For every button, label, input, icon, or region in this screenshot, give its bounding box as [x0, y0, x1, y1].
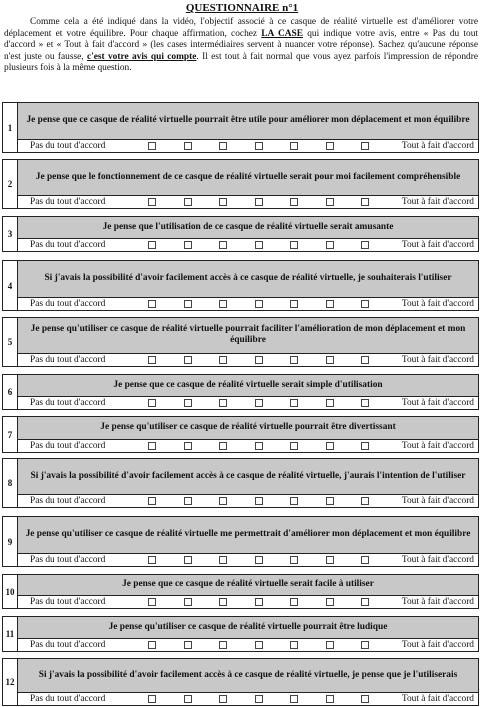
question-number: 5: [3, 318, 18, 366]
question-8: [2, 458, 479, 508]
question-number: 9: [3, 517, 18, 566]
likert-checkbox-4[interactable]: [255, 300, 263, 308]
likert-checkbox-2[interactable]: [184, 356, 192, 364]
scale-label-agree: Tout à fait d'accord: [401, 140, 474, 151]
likert-checkbox-5[interactable]: [290, 695, 298, 703]
likert-checkbox-5[interactable]: [290, 641, 298, 649]
questionnaire-title: QUESTIONNAIRE n°1: [185, 2, 299, 14]
question-statement: Je pense qu'utiliser ce casque de réalité virtuelle pourrait être ludique: [18, 617, 478, 639]
question-statement: Je pense qu'utiliser ce casque de réalité virtuelle pourrait faciliter l'amélioration de mon déplacement et mon équilibre: [18, 318, 478, 354]
likert-checkbox-6[interactable]: [326, 198, 334, 206]
likert-checkbox-2[interactable]: [184, 399, 192, 407]
likert-checkbox-3[interactable]: [219, 142, 227, 150]
likert-checkbox-3[interactable]: [219, 598, 227, 606]
question-statement: Si j'avais la possibilité d'avoir facilement accès à ce casque de réalité virtuelle, je pense que je l'utiliserais: [18, 659, 478, 693]
likert-scale: [18, 596, 478, 608]
likert-checkbox-3[interactable]: [219, 497, 227, 505]
scale-label-agree: Tout à fait d'accord: [401, 554, 474, 565]
question-10: [2, 574, 479, 609]
likert-checkbox-7[interactable]: [361, 198, 369, 206]
scale-label-agree: Tout à fait d'accord: [401, 693, 474, 704]
likert-scale: [18, 495, 478, 507]
likert-checkbox-7[interactable]: [361, 497, 369, 505]
likert-scale: [18, 196, 478, 208]
scale-label-agree: Tout à fait d'accord: [401, 196, 474, 207]
likert-checkbox-1[interactable]: [148, 198, 156, 206]
question-7: [2, 416, 479, 453]
question-number: 12: [3, 659, 18, 705]
question-statement: Je pense que l'utilisation de ce casque de réalité virtuelle serait amusante: [18, 217, 478, 239]
likert-checkbox-5[interactable]: [290, 442, 298, 450]
likert-checkbox-6[interactable]: [326, 399, 334, 407]
scale-label-disagree: Pas du tout d'accord: [30, 140, 106, 151]
likert-checkbox-3[interactable]: [219, 356, 227, 364]
intro-text-3: . Il est tout à fait normal que vous ayez parfois l'impression de répondre plusieurs fois à la même question.: [4, 51, 478, 74]
likert-checkbox-6[interactable]: [326, 241, 334, 249]
likert-checkbox-6[interactable]: [326, 356, 334, 364]
likert-checkbox-4[interactable]: [255, 356, 263, 364]
likert-checkbox-4[interactable]: [255, 598, 263, 606]
likert-checkbox-6[interactable]: [326, 497, 334, 505]
intro-paragraph: [4, 17, 478, 75]
likert-checkbox-2[interactable]: [184, 300, 192, 308]
likert-checkbox-5[interactable]: [290, 198, 298, 206]
likert-checkbox-3[interactable]: [219, 198, 227, 206]
scale-label-agree: Tout à fait d'accord: [401, 640, 474, 651]
question-number: 2: [3, 160, 18, 208]
intro-text-1: Comme cela a été indiqué dans la vidéo, l'objectif associé à ce casque de réalité virtuelle est d'améliorer votre déplacement et votre équilibre. Pour chaque affirmation, cochez: [4, 17, 478, 39]
likert-checkbox-6[interactable]: [326, 695, 334, 703]
likert-checkbox-1[interactable]: [148, 356, 156, 364]
question-statement: Je pense que ce casque de réalité virtuelle pourrait être utile pour améliorer mon déplacement et mon équilibre: [18, 103, 478, 140]
question-12: [2, 658, 479, 706]
scale-label-agree: Tout à fait d'accord: [401, 441, 474, 452]
question-statement: Je pense que le fonctionnement de ce casque de réalité virtuelle serait pour moi facilement compréhensible: [18, 160, 478, 196]
scale-label-agree: Tout à fait d'accord: [401, 298, 474, 309]
likert-checkbox-6[interactable]: [326, 598, 334, 606]
scale-label-disagree: Pas du tout d'accord: [30, 298, 106, 309]
scale-label-disagree: Pas du tout d'accord: [30, 354, 106, 365]
intro-la-case: LA CASE: [261, 28, 303, 39]
scale-label-disagree: Pas du tout d'accord: [30, 441, 106, 452]
question-number: 1: [3, 103, 18, 152]
likert-checkbox-5[interactable]: [290, 356, 298, 364]
likert-scale: [18, 440, 478, 452]
scale-label-disagree: Pas du tout d'accord: [30, 640, 106, 651]
likert-scale: [18, 140, 478, 152]
likert-checkbox-1[interactable]: [148, 399, 156, 407]
likert-checkbox-4[interactable]: [255, 497, 263, 505]
likert-checkbox-2[interactable]: [184, 198, 192, 206]
question-4: [2, 260, 479, 311]
scale-label-agree: Tout à fait d'accord: [401, 354, 474, 365]
likert-checkbox-7[interactable]: [361, 399, 369, 407]
likert-checkbox-7[interactable]: [361, 241, 369, 249]
likert-checkbox-4[interactable]: [255, 198, 263, 206]
likert-checkbox-1[interactable]: [148, 142, 156, 150]
question-statement: Je pense que ce casque de réalité virtuelle serait simple d'utilisation: [18, 375, 478, 397]
scale-label-agree: Tout à fait d'accord: [401, 398, 474, 409]
likert-checkbox-2[interactable]: [184, 598, 192, 606]
scale-label-disagree: Pas du tout d'accord: [30, 693, 106, 704]
likert-checkbox-5[interactable]: [290, 598, 298, 606]
intro-text-2: qui indique votre avis, entre « Pas du tout d'accord » et « Tout à fait d'accord » (les cases intermédiaires servent à nuancer votre réponse). Sachez qu'aucune réponse n'est juste ou fausse,: [4, 28, 479, 62]
question-statement: Je pense que ce casque de réalité virtuelle serait facile à utiliser: [18, 575, 478, 596]
likert-checkbox-2[interactable]: [184, 556, 192, 564]
likert-checkbox-2[interactable]: [184, 442, 192, 450]
likert-checkbox-4[interactable]: [255, 442, 263, 450]
question-number: 8: [3, 459, 18, 507]
likert-checkbox-5[interactable]: [290, 556, 298, 564]
likert-checkbox-5[interactable]: [290, 300, 298, 308]
likert-scale: [18, 239, 478, 251]
likert-checkbox-6[interactable]: [326, 641, 334, 649]
likert-checkbox-4[interactable]: [255, 241, 263, 249]
likert-checkbox-1[interactable]: [148, 241, 156, 249]
likert-checkbox-7[interactable]: [361, 641, 369, 649]
scale-label-disagree: Pas du tout d'accord: [30, 495, 106, 506]
likert-scale: [18, 298, 478, 310]
question-number: 11: [3, 617, 18, 651]
likert-checkbox-4[interactable]: [255, 142, 263, 150]
likert-checkbox-1[interactable]: [148, 598, 156, 606]
likert-checkbox-3[interactable]: [219, 442, 227, 450]
likert-scale: [18, 354, 478, 366]
likert-checkbox-2[interactable]: [184, 497, 192, 505]
likert-checkbox-7[interactable]: [361, 598, 369, 606]
question-3: [2, 216, 479, 252]
question-9: [2, 516, 479, 567]
likert-checkbox-1[interactable]: [148, 497, 156, 505]
question-statement: Je pense qu'utiliser ce casque de réalité virtuelle pourrait être divertissant: [18, 417, 478, 440]
question-number: 4: [3, 261, 18, 310]
likert-checkbox-5[interactable]: [290, 142, 298, 150]
intro-votre-avis: c'est votre avis qui compte: [86, 51, 197, 62]
likert-checkbox-3[interactable]: [219, 399, 227, 407]
likert-checkbox-7[interactable]: [361, 556, 369, 564]
likert-checkbox-2[interactable]: [184, 142, 192, 150]
question-5: [2, 317, 479, 367]
likert-checkbox-1[interactable]: [148, 300, 156, 308]
scale-label-disagree: Pas du tout d'accord: [30, 597, 106, 608]
likert-checkbox-2[interactable]: [184, 241, 192, 249]
likert-checkbox-6[interactable]: [326, 442, 334, 450]
likert-checkbox-1[interactable]: [148, 556, 156, 564]
question-number: 7: [3, 417, 18, 452]
likert-checkbox-3[interactable]: [219, 695, 227, 703]
likert-checkbox-3[interactable]: [219, 300, 227, 308]
question-statement: Si j'avais la possibilité d'avoir facilement accès à ce casque de réalité virtuelle, je souhaiterais l'utiliser: [18, 261, 478, 298]
scale-label-disagree: Pas du tout d'accord: [30, 240, 106, 251]
scale-label-agree: Tout à fait d'accord: [401, 240, 474, 251]
likert-scale: [18, 397, 478, 409]
likert-scale: [18, 693, 478, 705]
likert-checkbox-6[interactable]: [326, 300, 334, 308]
likert-checkbox-1[interactable]: [148, 442, 156, 450]
question-statement: Je pense qu'utiliser ce casque de réalité virtuelle me permettrait d'améliorer mon déplacement et mon équilibre: [18, 517, 478, 554]
likert-checkbox-5[interactable]: [290, 497, 298, 505]
likert-checkbox-3[interactable]: [219, 641, 227, 649]
scale-label-agree: Tout à fait d'accord: [401, 597, 474, 608]
scale-label-disagree: Pas du tout d'accord: [30, 398, 106, 409]
question-6: [2, 374, 479, 410]
likert-checkbox-6[interactable]: [326, 142, 334, 150]
likert-checkbox-7[interactable]: [361, 356, 369, 364]
likert-checkbox-4[interactable]: [255, 641, 263, 649]
scale-label-disagree: Pas du tout d'accord: [30, 196, 106, 207]
likert-scale: [18, 554, 478, 566]
likert-checkbox-1[interactable]: [148, 641, 156, 649]
likert-checkbox-7[interactable]: [361, 142, 369, 150]
likert-checkbox-5[interactable]: [290, 241, 298, 249]
question-2: [2, 159, 479, 209]
likert-scale: [18, 639, 478, 651]
likert-checkbox-1[interactable]: [148, 695, 156, 703]
scale-label-agree: Tout à fait d'accord: [401, 495, 474, 506]
question-11: [2, 616, 479, 652]
question-number: 3: [3, 217, 18, 251]
likert-checkbox-2[interactable]: [184, 695, 192, 703]
likert-checkbox-5[interactable]: [290, 399, 298, 407]
question-1: [2, 102, 479, 153]
likert-checkbox-4[interactable]: [255, 556, 263, 564]
likert-checkbox-3[interactable]: [219, 556, 227, 564]
question-number: 10: [3, 575, 18, 608]
likert-checkbox-4[interactable]: [255, 399, 263, 407]
likert-checkbox-3[interactable]: [219, 241, 227, 249]
likert-checkbox-7[interactable]: [361, 695, 369, 703]
question-statement: Si j'avais la possibilité d'avoir facilement accès à ce casque de réalité virtuelle, j'aurais l'intention de l'utiliser: [18, 459, 478, 495]
scale-label-disagree: Pas du tout d'accord: [30, 554, 106, 565]
likert-checkbox-7[interactable]: [361, 300, 369, 308]
likert-checkbox-4[interactable]: [255, 695, 263, 703]
likert-checkbox-2[interactable]: [184, 641, 192, 649]
likert-checkbox-6[interactable]: [326, 556, 334, 564]
likert-checkbox-7[interactable]: [361, 442, 369, 450]
question-number: 6: [3, 375, 18, 409]
